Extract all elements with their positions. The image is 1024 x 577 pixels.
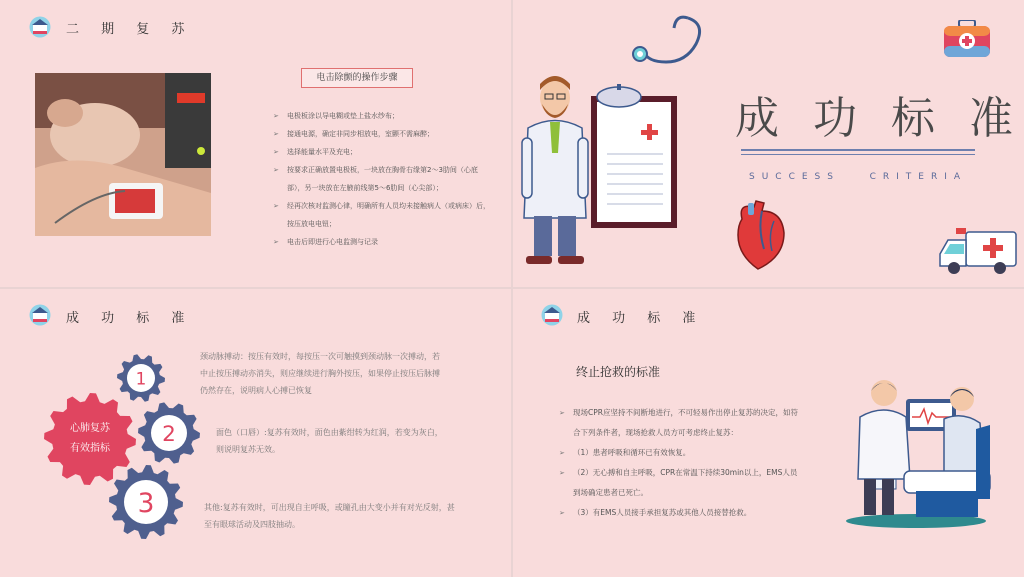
cover-subtitle: SUCCESS CRITERIA: [749, 172, 968, 182]
indicator-3-line: 至有眼球活动及四肢抽动。: [204, 520, 300, 529]
slide-cpr-effective-indicators: [0, 289, 511, 577]
procedure-step: ➢ 经再次核对监测心律，明确所有人员均未接触病人（或病床）后，: [273, 197, 503, 215]
gear-1: [117, 354, 165, 401]
procedure-step: ➢ 按要求正确放置电极板，一块放在胸骨右缘第2～3肋间（心底: [273, 161, 503, 179]
hospital-logo-icon: [29, 16, 51, 38]
procedure-title-box: 电击除颤的操作步骤: [301, 68, 413, 88]
indicator-1-line: 颈动脉搏动：按压有效时，每按压一次可触摸到颈动脉一次搏动，若: [200, 352, 440, 361]
indicator-complexion-text: [216, 424, 506, 458]
termination-criteria-list: [559, 403, 839, 523]
stethoscope-icon: [626, 14, 708, 68]
center-label-line2: 有效指标: [70, 443, 110, 454]
title-divider-thin: [741, 154, 975, 155]
center-gear-label: [52, 419, 128, 459]
indicator-pulse-text: [200, 348, 500, 399]
termination-heading: 终止抢救的标准: [576, 365, 661, 379]
indicator-1-line: 中止按压搏动亦消失，则应继续进行胸外按压，如果停止按压后脉搏: [200, 369, 440, 378]
slide-defibrillation: [0, 0, 511, 287]
procedure-step: ➢ 选择能量水平及充电；: [273, 143, 503, 161]
doctor-patient-illustration: [844, 379, 994, 529]
slide-termination-criteria: [513, 289, 1024, 577]
indicator-3-line: 其他:复苏有效时，可出现自主呼吸，或瞳孔由大变小并有对光反射，甚: [204, 503, 455, 512]
ambulance-icon: [938, 226, 1018, 278]
gear-2: [138, 402, 200, 463]
indicator-2-line: 则说明复苏无效。: [216, 445, 280, 454]
doctor-illustration: [520, 68, 590, 268]
first-aid-kit-icon: [943, 20, 991, 58]
termination-criterion: ➢ （2）无心搏和自主呼吸，CPR在常温下持续30min以上，EMS人员: [559, 463, 839, 483]
gear-number: 1: [135, 368, 147, 389]
gear-number: 3: [137, 487, 155, 519]
procedure-step: ➢ 电击后即进行心电监测与记录: [273, 233, 503, 251]
indicator-1-line: 仍然存在，说明病人心搏已恢复: [200, 386, 312, 395]
gear-3: [109, 465, 183, 539]
section-title: 成 功 标 准: [577, 311, 705, 326]
title-divider: [741, 149, 975, 151]
gear-number: 2: [162, 422, 176, 448]
procedure-step: 按压放电电钮；: [287, 220, 336, 228]
termination-criterion: ➢ （3）有EMS人员接手承担复苏或其他人员接替抢救。: [559, 503, 839, 523]
procedure-step: ➢ 电极板涂以导电糊或垫上盐水纱布；: [273, 107, 503, 125]
center-label-line1: 心肺复苏: [70, 423, 110, 434]
hospital-logo-icon: [541, 304, 563, 326]
termination-criterion: 到场确定患者已死亡。: [573, 488, 648, 497]
slide-success-criteria-cover: [513, 0, 1024, 287]
termination-criterion: ➢ （1）患者呼吸和循环已有效恢复。: [559, 443, 839, 463]
termination-criterion: 合下列条件者，现场抢救人员方可考虑终止复苏：: [573, 428, 738, 437]
heart-icon: [734, 199, 790, 271]
procedure-step: ➢ 接通电源，确定非同步相放电，室颤不需麻醉；: [273, 125, 503, 143]
cover-title: 成 功 标 准: [735, 93, 1023, 144]
section-title: 二 期 复 苏: [66, 22, 194, 37]
procedure-step: 部），另一块放在左腋前线第5～6肋间（心尖部）；: [287, 184, 443, 192]
indicator-2-line: 面色（口唇）:复苏有效时，面色由紫绀转为红润，若变为灰白，: [216, 428, 443, 437]
indicator-other-text: [204, 499, 506, 533]
cpr-manikin-defibrillator-photo: [35, 73, 211, 236]
termination-criterion: ➢ 现场CPR应坚持不间断地进行，不可轻易作出停止复苏的决定，如符: [559, 403, 839, 423]
section-title: 成 功 标 准: [66, 311, 194, 326]
procedure-steps-list: [273, 107, 503, 251]
